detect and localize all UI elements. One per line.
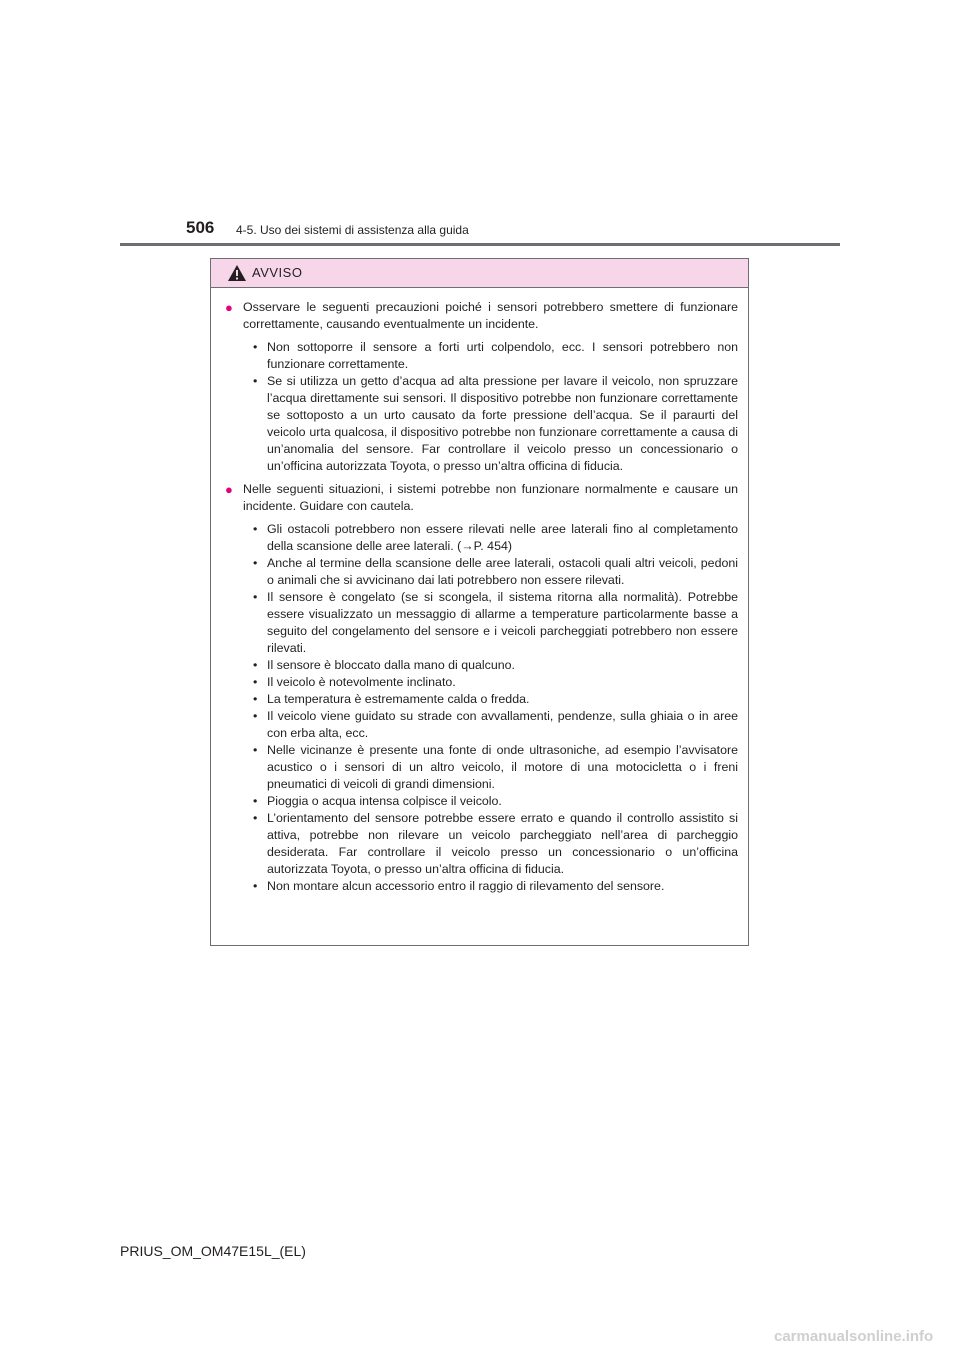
list-item (253, 674, 738, 691)
bullet-icon: • (253, 675, 258, 689)
bullet-icon: • (253, 709, 258, 723)
watermark: carmanualsonline.info (774, 1328, 934, 1345)
bullet-icon: • (253, 743, 258, 757)
list-item-text: Anche al termine della scansione delle aree laterali, ostacoli quali altri veicoli, pedoni o animali che si avvicinano dai lati potrebbero non essere rilevati. (267, 556, 738, 587)
list-item-text: Il sensore è bloccato dalla mano di qualcuno. (267, 658, 515, 672)
warning-point-text: Nelle seguenti situazioni, i sistemi potrebbe non funzionare normalmente e causare un incidente. Guidare con cautela. (243, 482, 738, 513)
bullet-icon: • (253, 590, 258, 604)
bullet-icon: • (253, 522, 258, 536)
list-item (253, 691, 738, 708)
warning-sub-list (225, 521, 738, 895)
list-item-text: Gli ostacoli potrebbero non essere rilevati nelle aree laterali fino al completamento della scansione delle aree laterali. (→P. 454) (267, 522, 738, 553)
list-item (253, 373, 738, 475)
list-item-text: Nelle vicinanze è presente una fonte di onde ultrasoniche, ad esempio l’avvisatore acustico o i sensori di un altro veicolo, il motore di una motocicletta o i freni pneumatici di veicoli di grandi dimensioni. (267, 743, 738, 791)
list-item (253, 657, 738, 674)
list-item-text: Non montare alcun accessorio entro il raggio di rilevamento del sensore. (267, 879, 665, 893)
list-item (253, 793, 738, 810)
list-item-text: Il veicolo è notevolmente inclinato. (267, 675, 456, 689)
warning-triangle-icon (227, 264, 247, 282)
warning-header (211, 259, 748, 288)
list-item-text: L’orientamento del sensore potrebbe essere errato e quando il controllo assistito si attiva, potrebbe non rilevare un veicolo parcheggiato nell’area di parcheggio desiderata. Far controllare il veicolo presso un concessionario o un’officina autorizzata Toyota, o presso un’altra officina di fiducia. (267, 811, 738, 876)
warning-box (210, 258, 749, 946)
header-rule (120, 243, 840, 246)
list-item-text: Il sensore è congelato (se si scongela, il sistema ritorna alla normalità). Potrebbe essere visualizzato un messaggio di allarme a temperature particolarmente basse a seguito del congelamento del sensore e i veicoli parcheggiati potrebbero non essere rilevati. (267, 590, 738, 655)
warning-point (225, 299, 738, 333)
warning-sub-list (225, 339, 738, 475)
list-item (253, 521, 738, 555)
bullet-icon: • (253, 794, 258, 808)
warning-point-text: Osservare le seguenti precauzioni poiché i sensori potrebbero smettere di funzionare correttamente, causando eventualmente un incidente. (243, 300, 738, 331)
section-title: 4-5. Uso dei sistemi di assistenza alla guida (236, 223, 469, 237)
warning-body (211, 288, 748, 895)
bullet-icon: • (253, 556, 258, 570)
bullet-icon: • (253, 811, 258, 825)
warning-title: AVVISO (252, 265, 303, 280)
bullet-icon: • (253, 692, 258, 706)
bullet-dot-icon: ● (225, 300, 233, 315)
list-item (253, 555, 738, 589)
list-item (253, 810, 738, 878)
list-item-text: Il veicolo viene guidato su strade con avvallamenti, pendenze, sulla ghiaia o in aree con erba alta, ecc. (267, 709, 738, 740)
list-item-text: La temperatura è estremamente calda o fredda. (267, 692, 530, 706)
warning-point (225, 481, 738, 515)
bullet-icon: • (253, 879, 258, 893)
bullet-icon: • (253, 374, 258, 388)
footer-code: PRIUS_OM_OM47E15L_(EL) (120, 1243, 306, 1259)
bullet-icon: • (253, 340, 258, 354)
bullet-icon: • (253, 658, 258, 672)
bullet-dot-icon: ● (225, 482, 233, 497)
list-item-text: Non sottoporre il sensore a forti urti colpendolo, ecc. I sensori potrebbero non funzionare correttamente. (267, 340, 738, 371)
page-number: 506 (186, 218, 215, 237)
list-item-text: Pioggia o acqua intensa colpisce il veicolo. (267, 794, 502, 808)
list-item (253, 878, 738, 895)
list-item (253, 708, 738, 742)
list-item (253, 339, 738, 373)
list-item (253, 589, 738, 657)
list-item-text: Se si utilizza un getto d’acqua ad alta pressione per lavare il veicolo, non spruzzare l’acqua direttamente sui sensori. Il dispositivo potrebbe non funzionare correttamente se sottoposto a un urto causato da forte pressione dell’acqua. Se il paraurti del veicolo urta qualcosa, il dispositivo potrebbe non funzionare correttamente a causa di un’anomalia del sensore. Far controllare il veicolo presso un concessionario o un’officina autorizzata Toyota, o presso un’altra officina di fiducia. (267, 374, 738, 473)
list-item (253, 742, 738, 793)
